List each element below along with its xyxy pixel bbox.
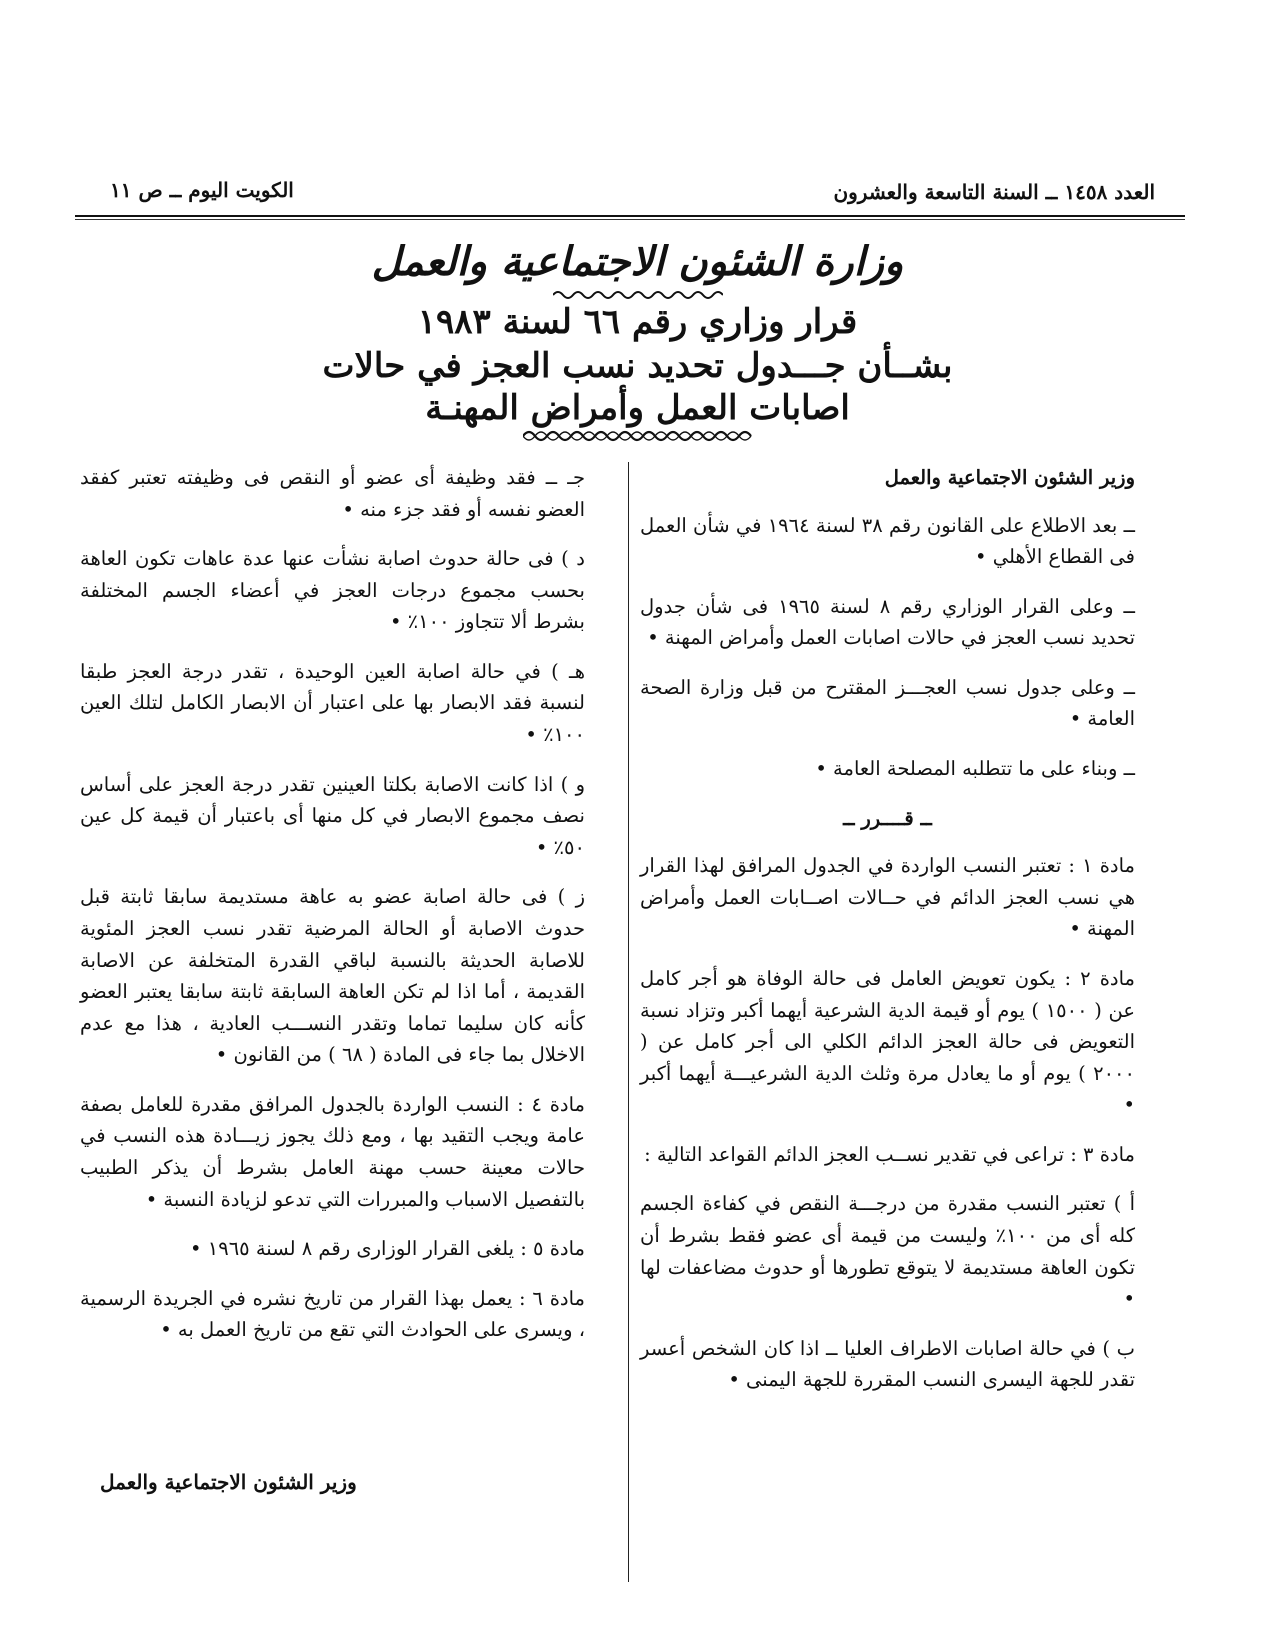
article-6: مادة ٦ : يعمل بهذا القرار من تاريخ نشره في الجريدة الرسمية ، ويسرى على الحوادث التي تقع من تاريخ العمل به • bbox=[80, 1286, 585, 1342]
clause-b: ب ) في حالة اصابات الاطراف العليا ــ اذا كان الشخص أعسر تقدر للجهة اليسرى النسب المقررة للجهة اليمنى • bbox=[640, 1336, 1135, 1392]
clause-d: د ) فى حالة حدوث اصابة نشأت عنها عدة عاهات تكون العاهة بحسب مجموع درجات العجز في أعضاء الجسم المختلفة بشرط ألا تتجاوز ١٠٠٪ • bbox=[80, 547, 585, 634]
decides-heading: ــ قــــرر ــ bbox=[843, 806, 932, 830]
article-2: مادة ٢ : يكون تعويض العامل فى حالة الوفاة هو أجر كامل عن ( ١٥٠٠ ) يوم أو قيمة الدية الشرعية أيهما أكبر وتزاد نسبة التعويض فى حالة العجز الدائم الكلي الى أجر كامل عن ( ٢٠٠٠ ) يوم أو ما يعادل مرة وثلث الدية الشرعيـــة أيهما أكبر • bbox=[640, 966, 1135, 1117]
clause-z: ز ) فى حالة اصابة عضو به عاهة مستديمة سابقا ثابتة قبل حدوث الاصابة أو الحالة المرضية تقدر نسب العجز المئوية للاصابة الحديثة بالنسبة لباقي القدرة المتخلفة عن الاصابة القديمة ، أما اذا لم تكن العاهة السابقة ثابتة سابقا يعتبر العضو كأنه كان سليما تماما وتقدر النســـب العادية ، هذا مع عدم الاخلال بما جاء فى المادة ( ٦٨ ) من القانون • bbox=[80, 885, 585, 1067]
ministry-name: وزارة الشئون الاجتماعية والعمل bbox=[371, 238, 904, 285]
article-3: مادة ٣ : تراعى في تقدير نســب العجز الدائم القواعد التالية : bbox=[644, 1142, 1135, 1166]
preamble-health-ministry: ــ وعلى جدول نسب العجـــز المقترح من قبل وزارة الصحة العامة • bbox=[640, 675, 1135, 731]
clause-h: هـ ) في حالة اصابة العين الوحيدة ، تقدر درجة العجز طبقا لنسبة فقد الابصار بها على اعتبار أن الابصار الكامل لتلك العين ١٠٠٪ • bbox=[80, 659, 585, 747]
wavy-separator-bottom bbox=[0, 428, 1275, 444]
header-rule bbox=[75, 215, 1185, 217]
publication-page: الكويت اليوم ــ ص ١١ bbox=[110, 178, 294, 202]
clause-c: جـ ــ فقد وظيفة أى عضو أو النقص فى وظيفته تعتبر كفقد العضو نفسه أو فقد جزء منه • bbox=[80, 466, 585, 521]
minister-signature: وزير الشئون الاجتماعية والعمل bbox=[100, 1470, 357, 1494]
decree-subject-line2: اصابات العمل وأمراض المهنـة bbox=[425, 388, 850, 428]
minister-heading: وزير الشئون الاجتماعية والعمل bbox=[884, 466, 1135, 489]
clause-a: أ ) تعتبر النسب مقدرة من درجـــة النقص في كفاءة الجسم كله أى من ١٠٠٪ وليست من قيمة أى عضو فقط بشرط أن تكون العاهة مستديمة لا يتوقع تطورها أو حدوث مضاعفات لها • bbox=[640, 1192, 1136, 1311]
preamble-law-38: ــ بعد الاطلاع على القانون رقم ٣٨ لسنة ١٩٦٤ في شأن العمل فى القطاع الأهلي • bbox=[640, 513, 1136, 569]
column-divider bbox=[628, 462, 629, 1582]
clause-w: و ) اذا كانت الاصابة بكلتا العينين تقدر درجة العجز على أساس نصف مجموع الابصار في كل منها أى باعتبار أن قيمة كل عين ٥٠٪ • bbox=[80, 772, 585, 859]
header-rule-thin bbox=[75, 219, 1185, 220]
right-column bbox=[640, 462, 1135, 1414]
article-4: مادة ٤ : النسب الواردة بالجدول المرافق مقدرة للعامل بصفة عامة ويجب التقيد بها ، ومع ذلك يجوز زيـــادة هذه النسب في حالات معينة حسب مهنة العامل بشرط أن يذكر الطبيب بالتفصيل الاسباب والمبررات التي تدعو لزيادة النسبة • bbox=[80, 1092, 585, 1211]
preamble-decree-8: ــ وعلى القرار الوزاري رقم ٨ لسنة ١٩٦٥ فى شأن جدول تحديد نسب العجز في حالات اصابات العمل وأمراض المهنة • bbox=[640, 594, 1135, 650]
left-column bbox=[80, 462, 585, 1364]
article-5: مادة ٥ : يلغى القرار الوزارى رقم ٨ لسنة ١٩٦٥ • bbox=[190, 1237, 585, 1261]
wavy-separator-top bbox=[0, 288, 1275, 302]
decree-subject-line1: بشــأن جـــدول تحديد نسب العجز في حالات bbox=[322, 346, 953, 386]
preamble-public-interest: ــ وبناء على ما تتطلبه المصلحة العامة • bbox=[815, 757, 1135, 781]
decree-title: قرار وزاري رقم ٦٦ لسنة ١٩٨٣ bbox=[417, 302, 858, 342]
issue-number: العدد ١٤٥٨ ــ السنة التاسعة والعشرون bbox=[833, 180, 1155, 204]
article-1: مادة ١ : تعتبر النسب الواردة في الجدول المرافق لهذا القرار هي نسب العجز الدائم في حــالات اصــابات العمل وأمراض المهنة • bbox=[640, 854, 1135, 941]
